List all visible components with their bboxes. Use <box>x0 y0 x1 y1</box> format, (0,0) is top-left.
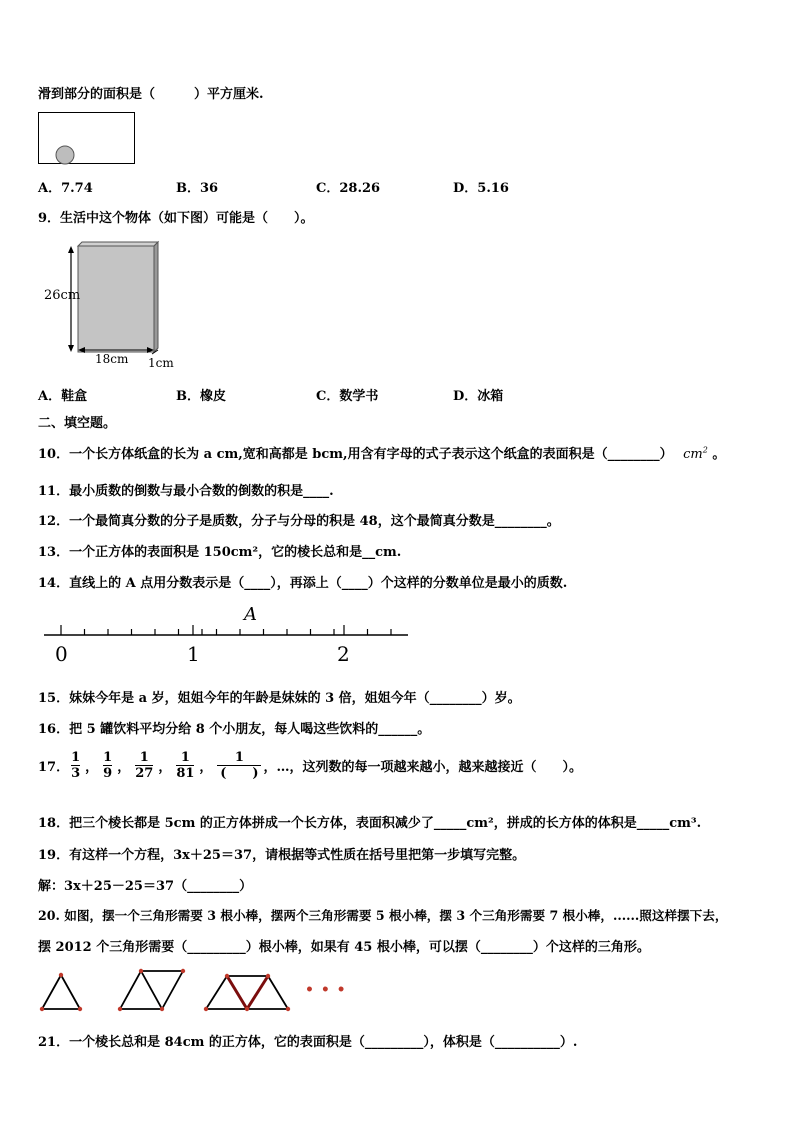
q17-frac-2: $\frac{1}{9}$ <box>103 750 113 781</box>
q14-number-line <box>42 605 412 667</box>
q14-tick-0: 0 <box>55 642 68 666</box>
q14-point-a: A <box>244 604 257 625</box>
q8-option-b[interactable]: B．36 <box>176 181 219 196</box>
q9-depth-label: 1cm <box>148 356 174 370</box>
q17-suffix: ，…，这列数的每一项越来越小，越来越接近（ ）。 <box>263 760 582 775</box>
q12-text: 12．一个最简真分数的分子是质数，分子与分母的积是 48，这个最简真分数是________。 <box>38 514 560 529</box>
q9-text: 9．生活中这个物体（如下图）可能是（ ）。 <box>38 211 314 226</box>
q9-height-label: 26cm <box>44 288 81 303</box>
q17-text: 17． $\frac{1}{3}$ ， $\frac{1}{9}$ ， $\frac{1}{27}$ ， $\frac{1}{81}$ ， $\frac{1}{( )}$ ，…，这列数的每一项越来越小，越来越接近（ ）。 <box>38 750 582 781</box>
q18-text: 18．把三个棱长都是 5cm 的正方体拼成一个长方体，表面积减少了_____cm²，拼成的长方体的体积是_____cm³. <box>38 816 702 831</box>
q10-text <box>38 443 725 462</box>
q8-figure <box>38 112 138 166</box>
q14-tick-1: 1 <box>187 642 200 666</box>
q17-frac-4: $\frac{1}{81}$ <box>176 750 195 781</box>
q10-unit: $cm^2$ <box>683 445 708 462</box>
q9-width-label: 18cm <box>95 352 129 366</box>
q16-text: 16．把 5 罐饮料平均分给 8 个小朋友，每人喝这些饮料的______。 <box>38 722 431 737</box>
q17-frac-5: $\frac{1}{( )}$ <box>217 750 261 781</box>
q9-option-c[interactable]: C．数学书 <box>316 389 379 404</box>
q9-option-a[interactable]: A．鞋盒 <box>38 389 88 404</box>
q8-text: 滑到部分的面积是（ ）平方厘米. <box>38 87 264 102</box>
q17-frac-1: $\frac{1}{3}$ <box>71 750 81 781</box>
q14-text: 14．直线上的 A 点用分数表示是（____），再添上（____）个这样的分数单位是最小的质数. <box>38 576 568 591</box>
q17-frac-3: $\frac{1}{27}$ <box>135 750 154 781</box>
q9-option-d[interactable]: D．冰箱 <box>453 389 504 404</box>
q8-option-a[interactable]: A．7.74 <box>38 181 93 196</box>
q17-prefix: 17． <box>38 760 70 775</box>
q21-text: 21．一个棱长总和是 84cm 的正方体，它的表面积是（_________），体积是（__________）. <box>38 1035 578 1050</box>
q10-end: 。 <box>712 447 726 462</box>
q10-body: 10．一个长方体纸盒的长为 a cm,宽和高都是 bcm,用含有字母的式子表示这个纸盒的表面积是（________） <box>38 447 673 462</box>
q20-triangles-figure <box>38 968 338 1014</box>
q8-option-c[interactable]: C．28.26 <box>316 181 381 196</box>
q9-option-b[interactable]: B．橡皮 <box>176 389 226 404</box>
q8-option-d[interactable]: D．5.16 <box>453 181 509 196</box>
q11-text: 11．最小质数的倒数与最小合数的倒数的积是____. <box>38 484 334 499</box>
q20-line1: 20. 如图，摆一个三角形需要 3 根小棒，摆两个三角形需要 5 根小棒，摆 3 个三角形需要 7 根小棒，......照这样摆下去， <box>38 908 728 923</box>
q14-tick-2: 2 <box>337 642 350 666</box>
section-heading: 二、填空题。 <box>38 416 117 431</box>
q13-text: 13．一个正方体的表面积是 150cm²，它的棱长总和是__cm. <box>38 545 402 560</box>
q20-ellipsis-dots: • • • <box>305 982 347 998</box>
q19-text: 19．有这样一个方程，3x＋25＝37，请根据等式性质在括号里把第一步填写完整。 <box>38 848 526 863</box>
q19-solution: 解：3x＋25－25＝37（________） <box>38 879 253 894</box>
q15-text: 15．妹妹今年是 a 岁，姐姐今年的年龄是妹妹的 3 倍，姐姐今年（________）岁。 <box>38 691 521 706</box>
q20-line2: 摆 2012 个三角形需要（_________）根小棒，如果有 45 根小棒，可以摆（________）个这样的三角形。 <box>38 940 650 955</box>
